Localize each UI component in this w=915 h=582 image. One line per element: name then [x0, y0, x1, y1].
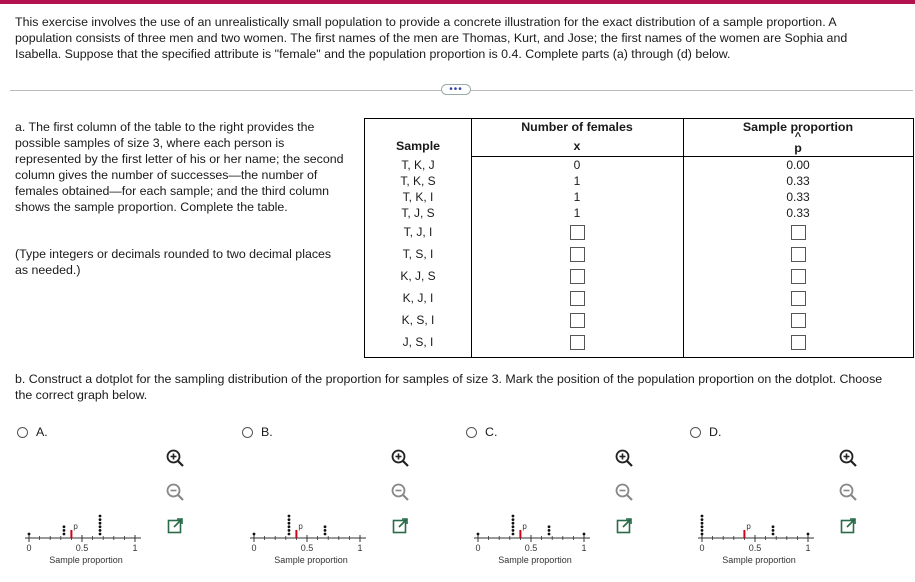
proportion-input[interactable] [791, 313, 806, 328]
data-dot [548, 529, 551, 532]
sample-cell: K, J, S [400, 269, 436, 283]
tick-label: 1 [581, 543, 587, 553]
x-axis-label: Sample proportion [722, 555, 796, 565]
more-button[interactable]: ••• [441, 84, 471, 95]
sample-cell: T, J, S [401, 206, 435, 220]
data-dot [99, 529, 102, 532]
data-dot [772, 525, 775, 528]
proportion-input[interactable] [791, 247, 806, 262]
sample-cell: T, S, I [402, 247, 434, 261]
zoom-out-icon[interactable] [838, 482, 858, 502]
input-cell [471, 243, 683, 265]
option-d[interactable] [690, 424, 910, 574]
females-cell: 1 [573, 174, 581, 188]
input-cell [683, 309, 913, 331]
data-dot [548, 533, 551, 536]
proportion-input[interactable] [791, 225, 806, 240]
data-dot [701, 515, 704, 518]
data-dot [512, 515, 515, 518]
data-dot [512, 518, 515, 521]
data-dot [99, 525, 102, 528]
data-dot [701, 533, 704, 536]
expand-icon[interactable] [614, 516, 634, 536]
lens-handle [403, 461, 408, 466]
input-cell [471, 287, 683, 309]
col-header-proportion: Sample proportion [742, 120, 854, 134]
females-input[interactable] [570, 291, 585, 306]
tick-label: 1 [805, 543, 811, 553]
data-dot [288, 529, 291, 532]
dotplot [466, 488, 606, 568]
data-dot [288, 518, 291, 521]
tick-label: 0 [475, 543, 481, 553]
expand-icon[interactable] [838, 516, 858, 536]
females-column [471, 157, 683, 353]
option-radio[interactable] [17, 427, 28, 438]
sample-cell: T, K, I [402, 190, 434, 204]
proportion-cell: 0.00 [786, 158, 810, 172]
sample-cell: J, S, I [402, 335, 434, 349]
input-cell [683, 287, 913, 309]
dotplot [17, 488, 157, 568]
data-dot [512, 522, 515, 525]
dotplot [242, 488, 382, 568]
data-dot [701, 525, 704, 528]
x-axis-label: Sample proportion [498, 555, 572, 565]
zoom-out-icon[interactable] [390, 482, 410, 502]
females-input[interactable] [570, 269, 585, 284]
samples-column [365, 157, 471, 353]
sample-cell: T, K, S [400, 174, 436, 188]
data-dot [324, 533, 327, 536]
tick-label: 0.5 [748, 543, 762, 553]
tick-label: 0.5 [524, 543, 538, 553]
input-cell [471, 309, 683, 331]
lens-handle [627, 461, 632, 466]
option-a[interactable] [17, 424, 237, 574]
data-dot [548, 525, 551, 528]
zoom-in-icon[interactable] [165, 448, 185, 468]
females-cell: 1 [573, 190, 581, 204]
data-dot [807, 533, 810, 536]
x-axis-label: Sample proportion [274, 555, 348, 565]
zoom-in-icon[interactable] [614, 448, 634, 468]
intro-text: This exercise involves the use of an unrealistically small population to provide a concrete illustration for the exact distribution of a sample proportion. A population consists of three men and two women. The first names of the men are Thomas, Kurt, and Jose; the first names of the women are Sophia and Isabella. Suppose that the specified attribute is "female" and the population proportion is 0.4. Complete parts (a) through (d) below. [15, 15, 848, 61]
sample-table [364, 118, 914, 358]
x-axis-label: Sample proportion [49, 555, 123, 565]
dotplot [690, 488, 830, 568]
tick-label: 0 [699, 543, 705, 553]
col-header-p-hat: p [794, 141, 802, 155]
data-dot [63, 533, 66, 536]
tick-label: 1 [357, 543, 363, 553]
proportions-column [683, 157, 913, 353]
females-input[interactable] [570, 335, 585, 350]
proportion-cell: 0.33 [786, 190, 810, 204]
females-cell: 0 [573, 158, 581, 172]
lens-handle [627, 495, 632, 500]
input-cell [471, 265, 683, 287]
data-dot [324, 529, 327, 532]
data-dot [253, 533, 256, 536]
data-dot [701, 529, 704, 532]
input-cell [471, 221, 683, 243]
population-proportion-label: p [746, 522, 751, 531]
data-dot [772, 529, 775, 532]
data-dot [99, 522, 102, 525]
lens-handle [851, 495, 856, 500]
lens-handle [178, 461, 183, 466]
p-hat-caret: ^ [794, 131, 802, 143]
data-dot [583, 533, 586, 536]
data-dot [512, 529, 515, 532]
data-dot [701, 522, 704, 525]
population-proportion-label: p [522, 522, 527, 531]
input-cell [683, 221, 913, 243]
option-label: B. [261, 425, 273, 439]
lens-handle [178, 495, 183, 500]
data-dot [288, 525, 291, 528]
data-dot [512, 525, 515, 528]
data-dot [28, 533, 31, 536]
proportion-input[interactable] [791, 335, 806, 350]
sample-cell: T, K, J [401, 158, 435, 172]
data-dot [99, 533, 102, 536]
input-cell [683, 265, 913, 287]
tick-label: 0.5 [300, 543, 314, 553]
zoom-out-icon[interactable] [614, 482, 634, 502]
population-proportion-label: p [73, 522, 78, 531]
top-accent-bar [0, 0, 915, 4]
option-label: C. [485, 425, 498, 439]
expand-icon[interactable] [390, 516, 410, 536]
zoom-in-icon[interactable] [390, 448, 410, 468]
proportion-cell: 0.33 [786, 174, 810, 188]
sample-cell: K, J, I [402, 291, 434, 305]
data-dot [772, 533, 775, 536]
sample-cell: T, J, I [403, 225, 433, 239]
data-dot [99, 518, 102, 521]
data-dot [512, 533, 515, 536]
option-label: D. [709, 425, 722, 439]
data-dot [99, 515, 102, 518]
zoom-in-icon[interactable] [838, 448, 858, 468]
part-a-note: (Type integers or decimals rounded to two decimal places as needed.) [15, 247, 332, 277]
option-radio[interactable] [242, 427, 253, 438]
col-header-females: Number of females [521, 120, 633, 134]
data-dot [63, 525, 66, 528]
tick-label: 0.5 [75, 543, 89, 553]
data-dot [701, 518, 704, 521]
population-proportion-label: p [298, 522, 303, 531]
option-radio[interactable] [690, 427, 701, 438]
part-b-text: b. Construct a dotplot for the sampling distribution of the proportion for samples of size 3. Mark the position of the population proportion on the dotplot. Choose the correct graph below. [15, 372, 883, 402]
females-cell: 1 [573, 206, 581, 220]
lens-handle [403, 495, 408, 500]
females-input[interactable] [570, 247, 585, 262]
option-b[interactable] [242, 424, 462, 574]
tick-label: 0 [251, 543, 257, 553]
data-dot [63, 529, 66, 532]
proportion-cell: 0.33 [786, 206, 810, 220]
sample-cell: K, S, I [401, 313, 435, 327]
tick-label: 0 [26, 543, 32, 553]
data-dot [477, 533, 480, 536]
option-label: A. [36, 425, 48, 439]
option-c[interactable] [466, 424, 686, 574]
expand-icon[interactable] [165, 516, 185, 536]
lens-handle [851, 461, 856, 466]
proportion-input[interactable] [791, 269, 806, 284]
data-dot [288, 533, 291, 536]
females-input[interactable] [570, 313, 585, 328]
data-dot [288, 515, 291, 518]
col-header-x: x [573, 139, 581, 153]
input-cell [683, 243, 913, 265]
part-a-text: a. The first column of the table to the right provides the possible samples of size 3, where each person is represented by the first letter of his or her name; the second column gives the number of successes—the number of females obtained—for each sample; and the third column shows the sample proportion. Complete the table. [15, 120, 344, 214]
zoom-out-icon[interactable] [165, 482, 185, 502]
option-radio[interactable] [466, 427, 477, 438]
tick-label: 1 [132, 543, 138, 553]
data-dot [324, 525, 327, 528]
input-cell [683, 331, 913, 353]
females-input[interactable] [570, 225, 585, 240]
col-header-sample: Sample [395, 139, 441, 153]
proportion-input[interactable] [791, 291, 806, 306]
data-dot [288, 522, 291, 525]
input-cell [471, 331, 683, 353]
